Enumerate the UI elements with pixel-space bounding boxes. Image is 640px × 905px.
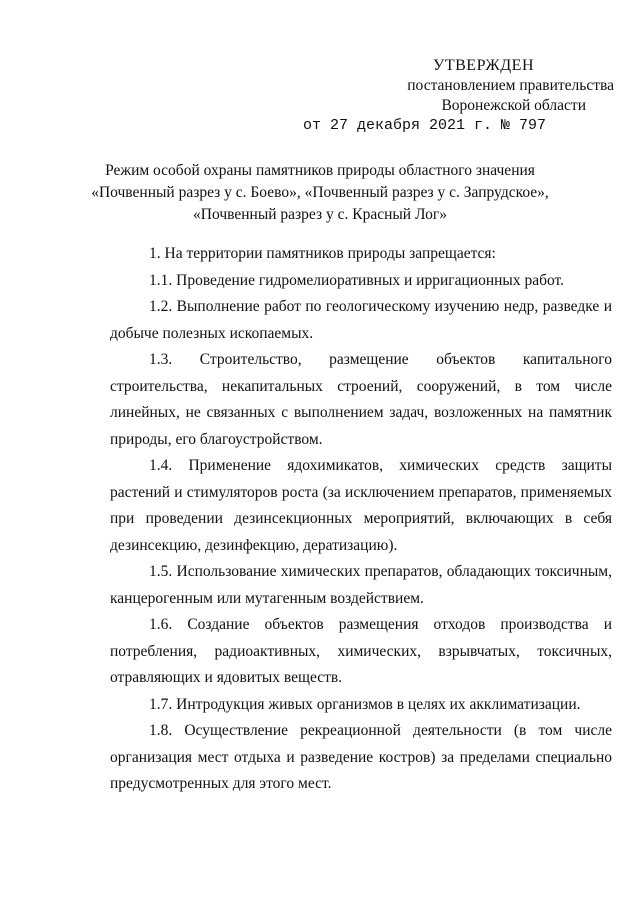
title-line-2: «Почвенный разрез у с. Боево», «Почвенный разрез у с. Запрудское», — [91, 184, 549, 201]
paragraph-1-6: 1.6. Создание объектов размещения отходов производства и потребления, радиоактивных, химических, взрывчатых, токсичных, отравляющих и ядовитых веществ. — [110, 616, 612, 686]
paragraph-1-8: 1.8. Осуществление рекреационной деятельности (в том числе организация мест отдыха и разведение костров) за пределами специально предусмотренных для этого мест. — [110, 722, 612, 792]
paragraph-1-7: 1.7. Интродукция живых организмов в целях их акклиматизации. — [149, 695, 581, 713]
paragraph-1-5: 1.5. Использование химических препаратов, обладающих токсичным, канцерогенным или мутагенным воздействием. — [110, 563, 612, 607]
approved-heading: УТВЕРЖДЕН — [433, 57, 534, 74]
document-title — [0, 160, 640, 226]
paragraph-1-2: 1.2. Выполнение работ по геологическому изучению недр, разведке и добыче полезных ископаемых. — [110, 298, 612, 342]
paragraph-1-4: 1.4. Применение ядохимикатов, химических средств защиты растений и стимуляторов роста (за исключением препаратов, применяемых при проведении дезинсекционных мероприятий, включающих в себя дезинсекцию, дезинфекцию, дератизацию). — [110, 457, 612, 554]
title-line-1: Режим особой охраны памятников природы областного значения — [105, 162, 535, 179]
decree-date-number: от 27 декабря 2021 г. № 797 — [302, 117, 546, 134]
paragraph-1: 1. На территории памятников природы запрещается: — [149, 245, 496, 262]
title-line-3: «Почвенный разрез у с. Красный Лог» — [193, 206, 447, 223]
region-line: Воронежской области — [441, 97, 586, 114]
paragraph-1-1: 1.1. Проведение гидромелиоративных и ирригационных работ. — [149, 271, 565, 289]
document-body — [110, 241, 612, 798]
decree-line: постановлением правительства — [407, 77, 614, 94]
approval-stamp — [303, 56, 614, 136]
paragraph-1-3: 1.3. Строительство, размещение объектов капитального строительства, некапитальных строений, сооружений, в том числе линейных, не связанных с выполнением задач, возложенных на памятник природы, его благоустройством. — [110, 351, 612, 448]
